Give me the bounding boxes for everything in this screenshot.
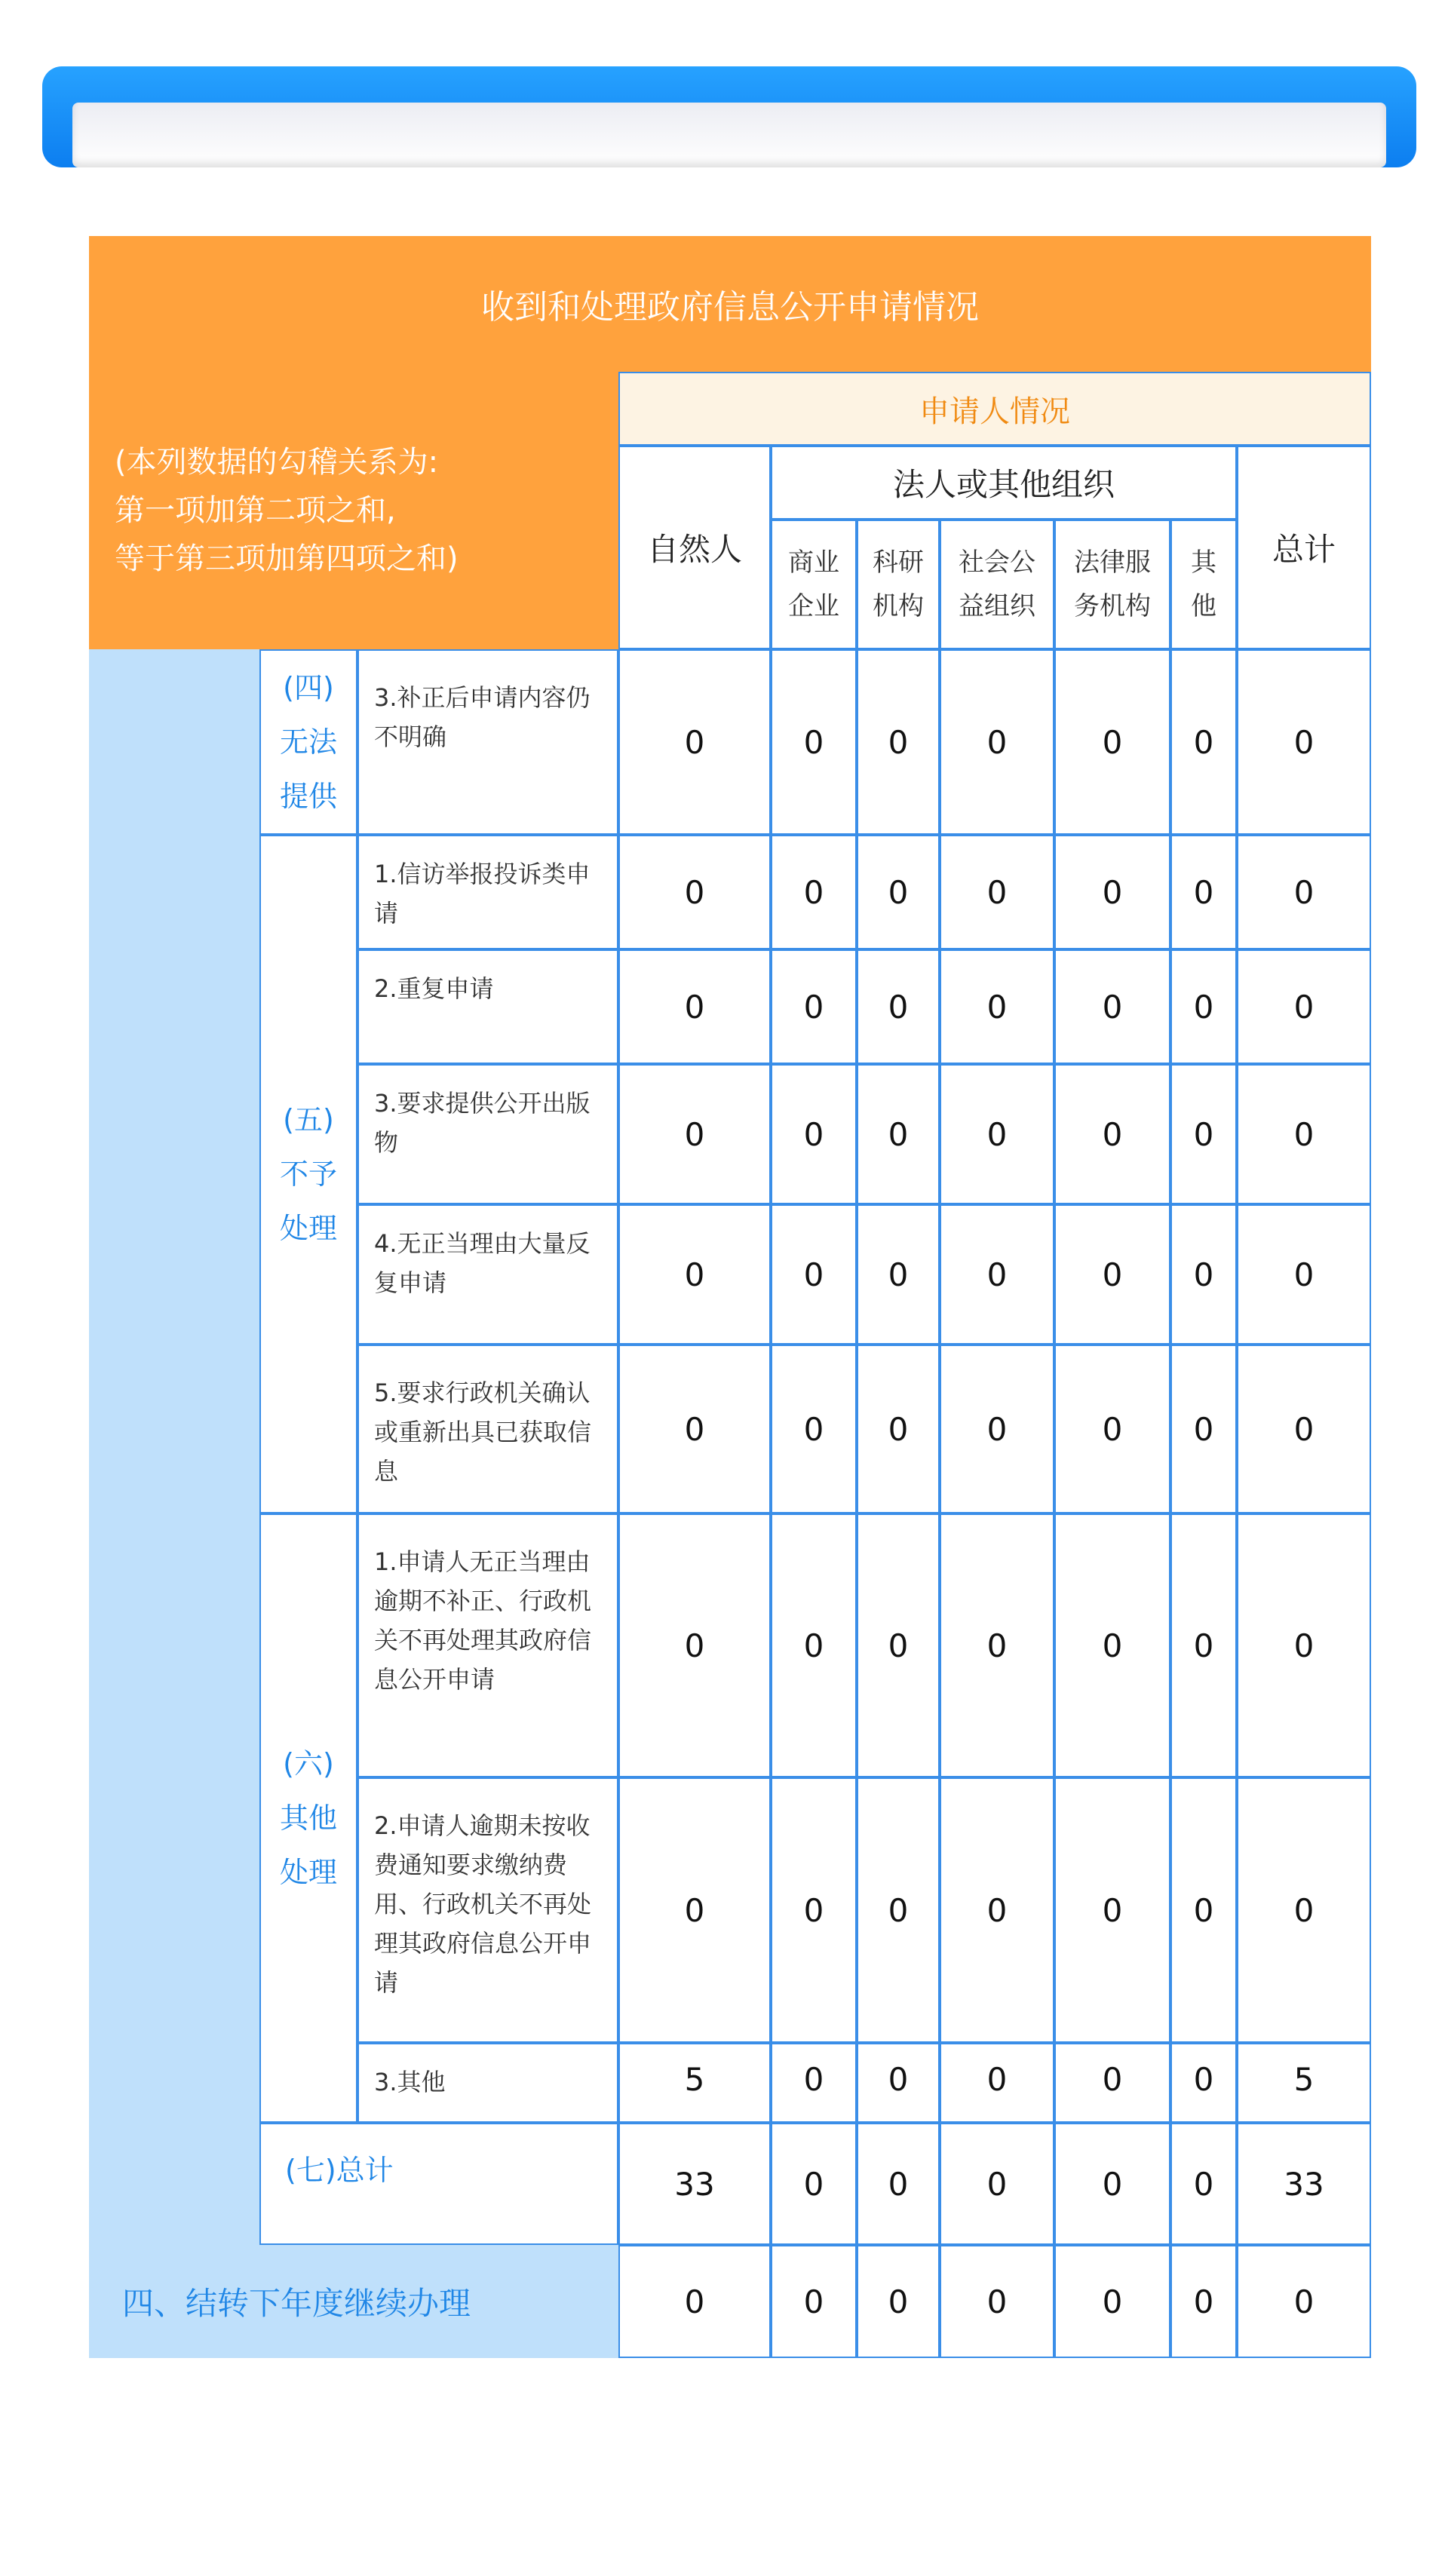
table-cell-value: 0 <box>771 1064 857 1204</box>
total-cell-value: 0 <box>857 2123 940 2245</box>
group-six-label <box>259 1513 357 2123</box>
table-cell-value: 0 <box>940 1204 1054 1345</box>
table-title: 收到和处理政府信息公开申请情况 <box>89 236 1371 372</box>
org-column-header <box>940 520 1054 649</box>
carryover-cell-value: 0 <box>857 2245 940 2358</box>
table-cell-value: 0 <box>857 1204 940 1345</box>
org-column-header <box>1054 520 1170 649</box>
table-cell-value: 0 <box>857 2043 940 2123</box>
note-line: 第一项加第二项之和, <box>115 493 396 528</box>
table-cell-value: 0 <box>857 1064 940 1204</box>
table-cell-value: 0 <box>857 649 940 835</box>
table-row-label: 5.要求行政机关确认或重新出具已获取信息 <box>357 1345 618 1513</box>
total-cell-value: 33 <box>1237 2123 1371 2245</box>
table-row-label: 3.补正后申请内容仍不明确 <box>357 649 618 835</box>
table-cell-value: 0 <box>1054 1777 1170 2043</box>
table-cell-value: 0 <box>1237 1777 1371 2043</box>
table-cell-value: 0 <box>1054 1064 1170 1204</box>
table-row-label: 2.重复申请 <box>357 949 618 1064</box>
table-cell-value: 0 <box>857 835 940 949</box>
table-cell-value: 0 <box>1237 649 1371 835</box>
org-column-header <box>857 520 940 649</box>
table-cell-value: 0 <box>771 649 857 835</box>
table-cell-value: 0 <box>618 1513 771 1777</box>
table-cell-value: 0 <box>618 649 771 835</box>
org-column-line: 其 <box>1191 547 1216 578</box>
group-label-line: 提供 <box>279 780 337 813</box>
total-row-label: (七)总计 <box>259 2123 618 2245</box>
total-cell-value: 33 <box>618 2123 771 2245</box>
total-cell-value: 0 <box>940 2123 1054 2245</box>
table-row-label: 3.其他 <box>357 2043 618 2123</box>
note-line: 等于第三项加第四项之和) <box>115 541 459 576</box>
table-cell-value: 0 <box>1054 1345 1170 1513</box>
org-column-line: 务机构 <box>1074 591 1151 621</box>
table-cell-value: 5 <box>1237 2043 1371 2123</box>
table-cell-value: 0 <box>771 1204 857 1345</box>
table-cell-value: 0 <box>618 1345 771 1513</box>
table-cell-value: 0 <box>771 2043 857 2123</box>
table-cell-value: 0 <box>771 835 857 949</box>
table-cell-value: 0 <box>1237 835 1371 949</box>
org-column-line: 机构 <box>873 591 924 621</box>
table-cell-value: 0 <box>1170 835 1237 949</box>
group-five-label <box>259 835 357 1513</box>
table-cell-value: 0 <box>857 1513 940 1777</box>
group-label-line: (五) <box>283 1103 334 1136</box>
table-cell-value: 0 <box>618 949 771 1064</box>
table-cell-value: 0 <box>1170 1345 1237 1513</box>
carryover-row-label: 四、结转下年度继续办理 <box>89 2245 618 2358</box>
table-cell-value: 0 <box>1170 949 1237 1064</box>
table-row-label: 3.要求提供公开出版物 <box>357 1064 618 1204</box>
carryover-cell-value: 0 <box>1170 2245 1237 2358</box>
top-banner <box>42 66 1416 167</box>
group-label-line: 无法 <box>279 725 337 759</box>
org-column-line: 益组织 <box>959 591 1035 621</box>
group-label-line: (四) <box>283 671 334 704</box>
table-cell-value: 0 <box>1237 1064 1371 1204</box>
note-line: (本列数据的勾稽关系为: <box>115 445 439 480</box>
table-cell-value: 0 <box>1170 1513 1237 1777</box>
org-column-line: 他 <box>1191 591 1216 621</box>
table-row-label: 1.信访举报投诉类申请 <box>357 835 618 949</box>
group-label-line: 处理 <box>279 1856 337 1889</box>
table-cell-value: 0 <box>1054 835 1170 949</box>
carryover-cell-value: 0 <box>1237 2245 1371 2358</box>
table-cell-value: 0 <box>1237 1345 1371 1513</box>
table-row-label: 2.申请人逾期未按收费通知要求缴纳费用、行政机关不再处理其政府信息公开申请 <box>357 1777 618 2043</box>
table-cell-value: 0 <box>1237 1204 1371 1345</box>
table-cell-value: 0 <box>1170 2043 1237 2123</box>
table-cell-value: 0 <box>1054 949 1170 1064</box>
left-band <box>89 649 259 2245</box>
table-cell-value: 0 <box>1054 2043 1170 2123</box>
group-label-line: 不予 <box>279 1158 337 1191</box>
group-label-line: 处理 <box>279 1212 337 1245</box>
carryover-cell-value: 0 <box>940 2245 1054 2358</box>
table-cell-value: 5 <box>618 2043 771 2123</box>
table-cell-value: 0 <box>1237 949 1371 1064</box>
org-column-header <box>771 520 857 649</box>
table-cell-value: 0 <box>1170 1777 1237 2043</box>
table-cell-value: 0 <box>940 1777 1054 2043</box>
table-cell-value: 0 <box>771 1345 857 1513</box>
legal-org-header: 法人或其他组织 <box>771 446 1237 520</box>
table-cell-value: 0 <box>618 1777 771 2043</box>
table-cell-value: 0 <box>771 949 857 1064</box>
table-cell-value: 0 <box>940 835 1054 949</box>
carryover-cell-value: 0 <box>618 2245 771 2358</box>
org-column-header <box>1170 520 1237 649</box>
table-cell-value: 0 <box>857 1777 940 2043</box>
table-row-label: 4.无正当理由大量反复申请 <box>357 1204 618 1345</box>
table-cell-value: 0 <box>1170 649 1237 835</box>
banner-card <box>72 103 1386 167</box>
table-cell-value: 0 <box>771 1777 857 2043</box>
table-cell-value: 0 <box>1054 649 1170 835</box>
org-column-line: 企业 <box>788 591 839 621</box>
table-cell-value: 0 <box>940 949 1054 1064</box>
applicant-header: 申请人情况 <box>618 372 1371 446</box>
table-cell-value: 0 <box>940 2043 1054 2123</box>
table-row-label: 1.申请人无正当理由逾期不补正、行政机关不再处理其政府信息公开申请 <box>357 1513 618 1777</box>
table-cell-value: 0 <box>940 1345 1054 1513</box>
table-cell-value: 0 <box>618 1064 771 1204</box>
table-cell-value: 0 <box>857 1345 940 1513</box>
table-cell-value: 0 <box>1054 1204 1170 1345</box>
table-cell-value: 0 <box>618 1204 771 1345</box>
table-cell-value: 0 <box>1170 1204 1237 1345</box>
table-cell-value: 0 <box>857 949 940 1064</box>
col-natural-person: 自然人 <box>618 446 771 649</box>
carryover-cell-value: 0 <box>1054 2245 1170 2358</box>
group-four-label <box>259 649 357 835</box>
org-column-line: 社会公 <box>959 547 1035 578</box>
total-cell-value: 0 <box>1054 2123 1170 2245</box>
org-column-line: 商业 <box>788 547 839 578</box>
org-column-line: 法律服 <box>1074 547 1151 578</box>
table-cell-value: 0 <box>940 649 1054 835</box>
table-cell-value: 0 <box>1054 1513 1170 1777</box>
group-label-line: (六) <box>283 1747 334 1780</box>
carryover-cell-value: 0 <box>771 2245 857 2358</box>
group-label-line: 其他 <box>279 1802 337 1835</box>
table-cell-value: 0 <box>771 1513 857 1777</box>
table-cell-value: 0 <box>940 1064 1054 1204</box>
total-cell-value: 0 <box>771 2123 857 2245</box>
org-column-line: 科研 <box>873 547 924 578</box>
total-cell-value: 0 <box>1170 2123 1237 2245</box>
table-cell-value: 0 <box>940 1513 1054 1777</box>
table-cell-value: 0 <box>1237 1513 1371 1777</box>
relationship-note <box>89 372 618 649</box>
col-total: 总计 <box>1237 446 1371 649</box>
table-cell-value: 0 <box>1170 1064 1237 1204</box>
table-cell-value: 0 <box>618 835 771 949</box>
